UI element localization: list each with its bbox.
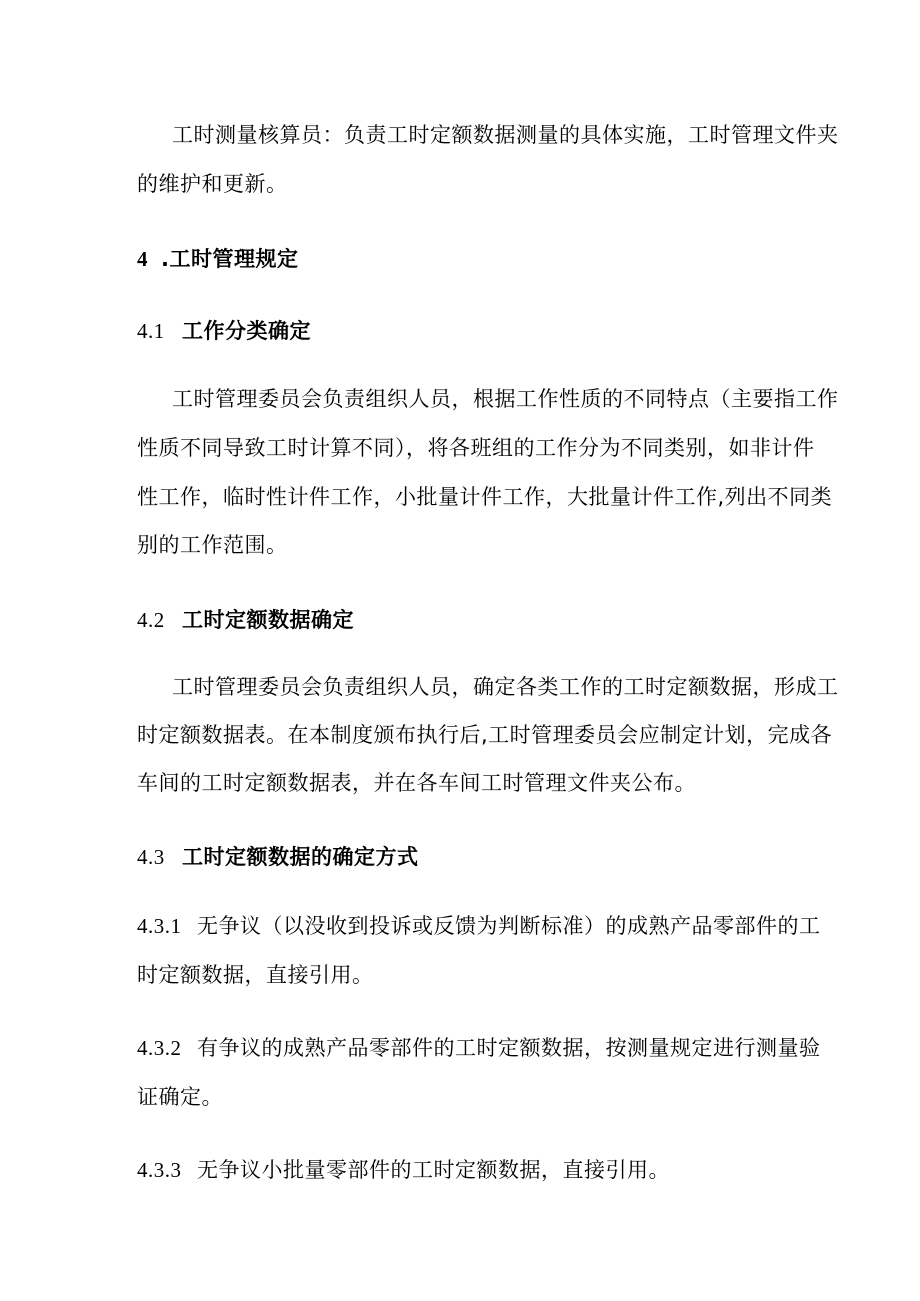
body-text: 车间的工时定额数据表，并在各车间工时管理文件夹公布。 [137,771,696,795]
section-heading-4-2 [137,606,354,634]
paragraph-line [137,434,815,462]
body-text: 性工作，临时性计件工作，小批量计件工作，大批量计件工作,列出不同类 [137,485,833,509]
paragraph-line [137,483,832,511]
body-text: 工时测量核算员：负责工时定额数据测量的具体实施，工时管理文件夹 [172,123,839,147]
body-text: 的维护和更新。 [137,172,288,196]
section-number: 4.2 [137,608,165,632]
body-text: 无争议小批量零部件的工时定额数据，直接引用。 [197,1158,670,1182]
body-text: 无争议（以没收到投诉或反馈为判断标准）的成熟产品零部件的工 [197,914,821,938]
section-heading-4-1 [137,317,311,345]
clause-number: 4.3.3 [137,1158,182,1182]
body-text: 时定额数据，直接引用。 [137,963,374,987]
section-title: 工时定额数据的确定方式 [182,845,419,869]
section-heading-4-3 [137,843,419,871]
clause-4-3-3 [137,1156,670,1184]
section-number: 4.1 [137,319,165,343]
clause-number: 4.3.2 [137,1036,182,1060]
body-text: 时定额数据表。在本制度颁布执行后,工时管理委员会应制定计划，完成各 [137,723,833,747]
paragraph-line [172,385,839,413]
body-text: 性质不同导致工时计算不同），将各班组的工作分为不同类别，如非计件 [137,436,815,460]
paragraph-line [137,1083,223,1111]
body-text: 有争议的成熟产品零部件的工时定额数据，按测量规定进行测量验 [197,1036,821,1060]
section-title: 工作分类确定 [182,319,311,343]
body-text: 工时管理委员会负责组织人员，根据工作性质的不同特点（主要指工作 [172,387,839,411]
paragraph-line [137,961,374,989]
paragraph-line [137,170,288,198]
section-title: .工时管理规定 [161,247,299,271]
clause-4-3-1 [137,912,821,940]
body-text: 证确定。 [137,1085,223,1109]
section-number: 4 [137,247,148,271]
paragraph-line [172,673,839,701]
body-text: 别的工作范围。 [137,533,288,557]
clause-4-3-2 [137,1034,821,1062]
paragraph-line [172,121,839,149]
section-number: 4.3 [137,845,165,869]
paragraph-line [137,769,696,797]
paragraph-line [137,721,832,749]
paragraph-line [137,531,288,559]
body-text: 工时管理委员会负责组织人员，确定各类工作的工时定额数据，形成工 [172,675,839,699]
clause-number: 4.3.1 [137,914,182,938]
section-heading-4 [137,245,298,273]
section-title: 工时定额数据确定 [182,608,354,632]
